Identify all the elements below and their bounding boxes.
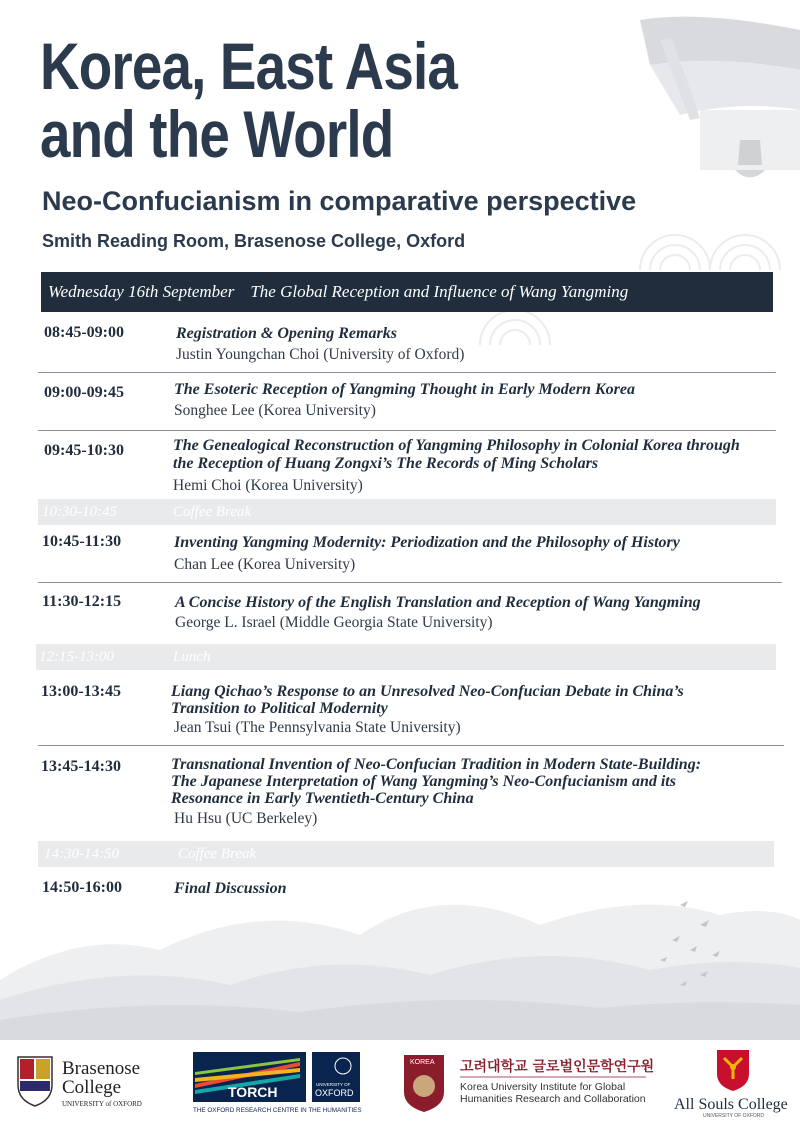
- session-time: 08:45-09:00: [44, 324, 124, 341]
- session-title: Registration & Opening Remarks: [176, 325, 397, 342]
- session-speaker: Justin Youngchan Choi (University of Oxford): [176, 346, 465, 363]
- break-bar: [36, 644, 776, 670]
- session-speaker: Jean Tsui (The Pennsylvania State University): [174, 719, 461, 736]
- session-time: 14:50-16:00: [42, 879, 122, 896]
- divider: [38, 745, 784, 746]
- oxford-word: OXFORD: [315, 1088, 354, 1098]
- session-speaker: Songhee Lee (Korea University): [174, 402, 376, 419]
- divider: [38, 582, 782, 583]
- korea-english-line-2: Humanities Research and Collaboration: [460, 1093, 646, 1105]
- title-line-1: Korea, East Asia: [40, 29, 458, 103]
- session-title-line-2: Transition to Political Modernity: [171, 700, 388, 717]
- session-speaker: Hemi Choi (Korea University): [173, 477, 363, 494]
- session-time: 13:00-13:45: [41, 683, 121, 700]
- session-title-line-1: Transnational Invention of Neo-Confucian Tradition in Modern State-Building:: [171, 756, 702, 773]
- break-bar: [38, 499, 776, 525]
- break-time: 12:15-13:00: [39, 649, 114, 665]
- session-title-line-2: The Japanese Interpretation of Wang Yangming’s Neo-Confucianism and its: [171, 773, 676, 790]
- session-speaker: George L. Israel (Middle Georgia State University): [175, 614, 493, 631]
- divider: [38, 372, 776, 373]
- page-title: [40, 29, 538, 171]
- korea-english-line-1: Korea University Institute for Global: [460, 1081, 626, 1093]
- session-title: Inventing Yangming Modernity: Periodization and the Philosophy of History: [174, 534, 680, 551]
- brasenose-line-1: Brasenose: [62, 1058, 141, 1079]
- break-bar: [38, 841, 774, 867]
- all-souls-logo: [674, 1050, 788, 1119]
- brasenose-line-2: College: [62, 1077, 122, 1098]
- session-time: 10:45-11:30: [42, 533, 122, 550]
- sponsor-logos: [0, 1040, 800, 1132]
- subtitle: Neo-Confucianism in comparative perspective: [42, 186, 637, 216]
- torch-word: TORCH: [228, 1084, 278, 1100]
- session-speaker: Hu Hsu (UC Berkeley): [174, 810, 318, 827]
- break-label: Coffee Break: [173, 504, 252, 520]
- session-title: A Concise History of the English Translation and Reception of Wang Yangming: [175, 594, 701, 611]
- session-time: 13:45-14:30: [41, 758, 121, 775]
- all-souls-sub: UNIVERSITY OF OXFORD: [703, 1113, 765, 1119]
- session-time: 11:30-12:15: [42, 593, 122, 610]
- session-title-line-3: Resonance in Early Twentieth-Century China: [171, 790, 474, 807]
- day-header: [41, 272, 773, 312]
- break-label: Lunch: [173, 649, 211, 665]
- brasenose-logo: [18, 1057, 142, 1108]
- torch-caption: THE OXFORD RESEARCH CENTRE IN THE HUMANITIES: [193, 1107, 362, 1114]
- all-souls-name: All Souls College: [674, 1096, 788, 1113]
- session-speaker: Chan Lee (Korea University): [174, 556, 356, 573]
- break-time: 14:30-14:50: [44, 846, 119, 862]
- break-label: Coffee Break: [178, 846, 257, 862]
- session-title-line-2: the Reception of Huang Zongxi’s The Records of Ming Scholars: [173, 455, 599, 472]
- session-time: 09:00-09:45: [44, 384, 124, 401]
- korea-seal-text: KOREA: [410, 1059, 435, 1066]
- venue: Smith Reading Room, Brasenose College, Oxford: [42, 231, 466, 251]
- korea-university-logo: [404, 1055, 654, 1112]
- session-time: 09:45-10:30: [44, 442, 124, 459]
- oxford-logo: [312, 1052, 360, 1102]
- break-time: 10:30-10:45: [42, 504, 117, 520]
- session-title-line-1: Liang Qichao’s Response to an Unresolved Neo-Confucian Debate in China’s: [171, 683, 684, 700]
- brasenose-line-3: UNIVERSITY of OXFORD: [62, 1100, 142, 1108]
- session-title: The Esoteric Reception of Yangming Thought in Early Modern Korea: [174, 381, 635, 398]
- title-line-2: and the World: [40, 97, 394, 171]
- divider: [38, 430, 776, 431]
- day-header-theme: The Global Reception and Influence of Wang Yangming: [250, 282, 629, 301]
- korea-korean-name: 고려대학교 글로벌인문학연구원: [460, 1059, 655, 1075]
- oxford-small: UNIVERSITY OF: [316, 1082, 351, 1087]
- day-header-date: Wednesday 16th September: [48, 282, 235, 301]
- session-title-line-1: The Genealogical Reconstruction of Yangming Philosophy in Colonial Korea through: [173, 437, 740, 454]
- session-title: Final Discussion: [174, 880, 287, 897]
